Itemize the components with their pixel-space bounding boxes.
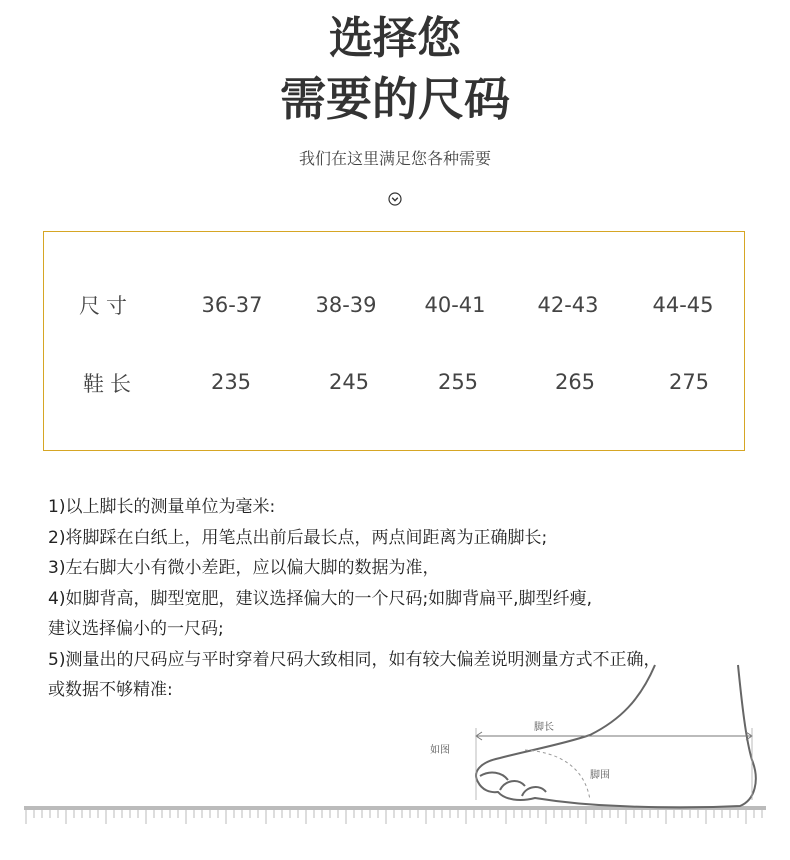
note-line: 或数据不够精准: bbox=[48, 680, 173, 700]
ruler-ticks bbox=[26, 810, 762, 824]
foot-length-label: 脚长 bbox=[534, 722, 554, 733]
example-label: 如图 bbox=[430, 745, 450, 756]
length-cell: 265 bbox=[554, 370, 596, 394]
foot-girth-label: 脚围 bbox=[590, 770, 610, 781]
page-subtitle: 我们在这里满足您各种需要 bbox=[298, 149, 491, 168]
size-cell: 44-45 bbox=[652, 293, 714, 317]
note-line: 建议选择偏小的一尺码; bbox=[48, 619, 224, 639]
size-cell: 36-37 bbox=[201, 293, 263, 317]
length-cell: 255 bbox=[437, 370, 479, 394]
note-line: 4)如脚背高，脚型宽肥，建议选择偏大的一个尺码;如脚背扁平,脚型纤瘦, bbox=[48, 588, 592, 609]
length-row-label: 鞋长 bbox=[83, 372, 137, 396]
size-cell: 40-41 bbox=[424, 293, 486, 317]
chevron-down-circle-icon bbox=[388, 192, 402, 206]
note-line: 3)左右脚大小有微小差距，应以偏大脚的数据为准， bbox=[48, 558, 440, 578]
size-cell: 42-43 bbox=[537, 293, 599, 317]
note-line: 1)以上脚长的测量单位为毫米: bbox=[48, 497, 276, 517]
size-row-label: 尺寸 bbox=[79, 294, 133, 318]
size-table bbox=[43, 231, 745, 451]
page-title-line1: 选择您 bbox=[329, 13, 461, 64]
length-cell: 235 bbox=[210, 370, 252, 394]
foot-measurement-diagram bbox=[0, 650, 790, 860]
note-line: 5)测量出的尺码应与平时穿着尺码大致相同，如有较大偏差说明测量方式不正确， bbox=[48, 649, 661, 670]
size-cell: 38-39 bbox=[315, 293, 377, 317]
length-cell: 275 bbox=[668, 370, 710, 394]
note-line: 2)将脚踩在白纸上，用笔点出前后最长点，两点间距离为正确脚长; bbox=[48, 527, 548, 548]
page-title-line2: 需要的尺码 bbox=[280, 72, 510, 126]
length-cell: 245 bbox=[328, 370, 370, 394]
